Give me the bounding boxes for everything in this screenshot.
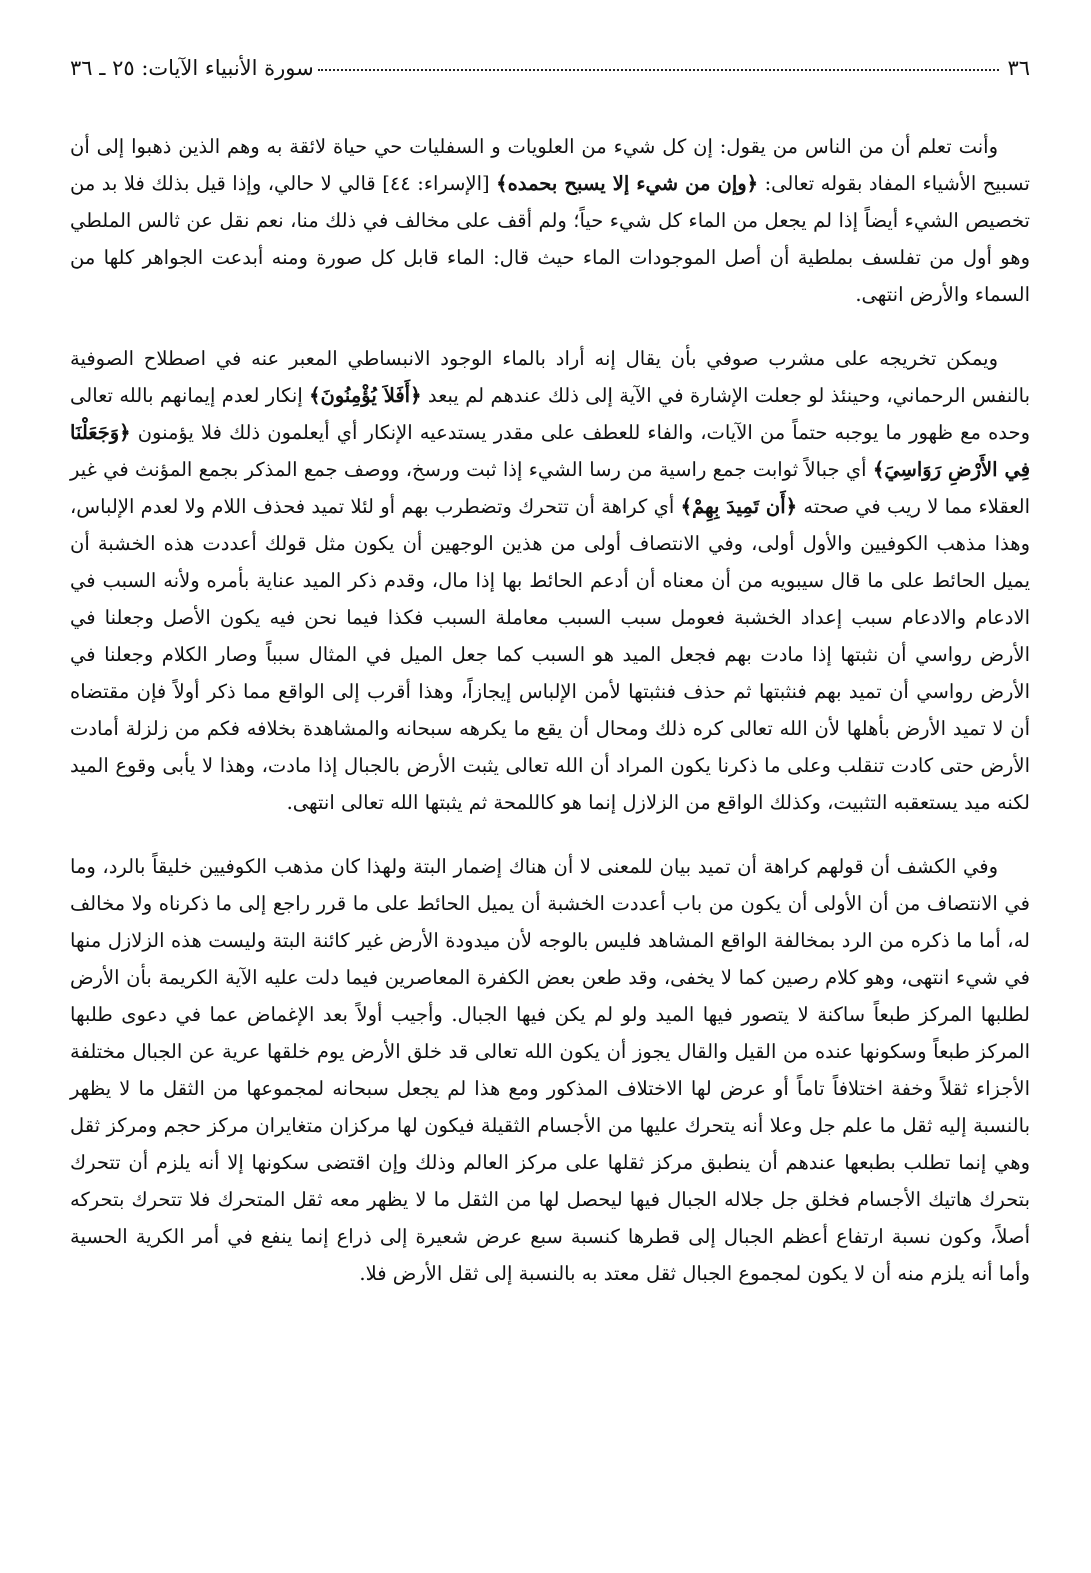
paragraph-text: وفي الكشف أن قولهم كراهة أن تميد بيان للمعنى لا أن هناك إضمار البتة ولهذا كان مذهب الكوفيين خليقاً بالرد، وما في الانتصاف من أن الأولى أن يكون من باب أعددت الخشبة أن يميل الحائط على ما قرر راجع إلى ما ذكرناه ولا مخالف له، أما ما ذكره من الرد بمخالفة الواقع المشاهد فليس بالوجه لأن ميدودة الأرض غير كائنة البتة وليست هذه الزلازل منها في شيء انتهى، وهو كلام رصين كما لا يخفى، وقد طعن بعض الكفرة المعاصرين فيما دلت عليه الآية الكريمة بأن الأرض لطلبها المركز طبعاً ساكنة لا يتصور فيها الميد ولو لم يكن فيها الجبال. وأجيب أولاً بعد الإغماض عما في دعوى طلبها المركز طبعاً وسكونها عنده من القيل والقال يجوز أن يكون الله تعالى قد خلق الأرض يوم خلقها عرية عن الجبال مختلفة الأجزاء ثقلاً وخفة اختلافاً تاماً أو عرض لها الاختلاف المذكور ومع هذا لم يجعل سبحانه لمجموعها من الثقل ما لا يظهر بالنسبة إليه ثقل ما علم جل وعلا أنه يتحرك عليها من الأجسام الثقيلة فيكون لها مركزان متغايران مركز حجم ومركز ثقل وهي إنما تطلب بطبعها عندهم أن ينطبق مركز ثقلها على مركز العالم وذلك وإن اقتضى سكونها إلا أنه يلزم أن تتحرك بتحرك هاتيك الأجسام فخلق جل جلاله الجبال فيها ليحصل لها من الثقل ما لا يظهر معه ثقل المتحرك فلا تتحرك بتحركه أصلاً، وكون نسبة ارتفاع أعظم الجبال إلى قطرها كنسبة سبع عرض شعيرة إلى ذراع إنما ينفع في أمر الكرية الحسية وأما أنه يلزم منه أن لا يكون لمجموع الجبال ثقل معتد به بالنسبة إلى ثقل الأرض فلا. xyxy=(70,855,1030,1285)
paragraph xyxy=(70,848,1030,1292)
paragraph-text: [الإسراء: ٤٤] قالي لا حالي، وإذا قيل بذلك فلا بد من تخصيص الشيء أيضاً إذا لم يجعل من الماء كل شيء حياً؛ ولم أقف على مخالف في ذلك منا، نعم نقل عن ثالس الملطي وهو أول من تفلسف بملطية أن أصل الموجودات الماء حيث قال: الماء قابل كل صورة ومنه أبدعت الجواهر كلها من السماء والأرض انتهى. xyxy=(70,172,1030,306)
paragraph xyxy=(70,340,1030,821)
quran-verse: ﴿أَن تَمِيدَ بِهِمْ﴾ xyxy=(680,495,798,518)
paragraph-text: إنكار لعدم إيمانهم بالله تعالى وحده مع ظهور ما يوجبه حتماً من الآيات، والفاء للعطف على مقدر يستدعيه الإنكار أي أيعلمون ذلك فلا يؤمنون xyxy=(70,384,1030,444)
quran-verse: ﴿وَجَعَلْنَا فِي الأَرْضِ رَوَاسِيَ﴾ xyxy=(70,421,1031,481)
running-title: سورة الأنبياء الآيات: ٢٥ ـ ٣٦ xyxy=(70,56,314,80)
page-number: ٣٦ xyxy=(1007,56,1030,80)
paragraph-text: أي كراهة أن تتحرك وتضطرب بهم أو لئلا تميد فحذف اللام ولا لعدم الإلباس، وهذا مذهب الكوفيين والأول أولى، وفي الانتصاف أولى من هذين الوجهين أن يكون مثل قولك أعددت هذه الخشبة أن يميل الحائط على ما قال سيبويه من أن معناه أن أدعم الحائط بها إذا مال، وقدم ذكر الميد عناية بأمره ولأنه السبب في الادعام والادعام سبب إعداد الخشبة فعومل سبب السبب معاملة السبب فكذا فيما نحن فيه يكون الأصل وجعلنا في الأرض رواسي أن نثبتها إذا مادت بهم فجعل الميد هو السبب كما جعل الميل في المثال سبباً وصار الكلام وجعلنا في الأرض رواسي أن تميد بهم فنثبتها ثم حذف فنثبتها لأمن الإلباس إيجازاً، وهذا أقرب إلى الواقع مما ذكر أولاً فإن مقتضاه أن لا تميد الأرض بأهلها لأن الله تعالى كره ذلك ومحال أن يقع ما يكرهه سبحانه والمشاهدة بخلافه فكم من زلزلة أمادت الأرض حتى كادت تنقلب وعلى ما ذكرنا يكون المراد أن الله تعالى يثبت الأرض بالجبال إذا مادت، وهذا لا يأبى وقوع الميد لكنه ميد يستعقبه التثبيت، وكذلك الواقع من الزلازل إنما هو كاللمحة ثم يثبتها الله تعالى انتهى. xyxy=(70,495,1030,814)
paragraph-text: وأنت تعلم أن من الناس من يقول: إن كل شيء من العلويات و السفليات حي حياة لائقة به وهم الذين ذهبوا إلى أن تسبيح الأشياء المفاد بقوله تعالى: xyxy=(70,135,1030,195)
book-page xyxy=(70,56,1030,1319)
paragraph-text: ويمكن تخريجه على مشرب صوفي بأن يقال إنه أراد بالماء الوجود الانبساطي المعبر عنه في اصطلاح الصوفية بالنفس الرحماني، وحينئذ لو جعلت الإشارة في الآية إلى ذلك عندهم لم يبعد xyxy=(70,347,1030,407)
quran-verse: ﴿أَفَلاَ يُؤْمِنُونَ﴾ xyxy=(309,384,422,407)
body-text xyxy=(70,128,1030,1292)
paragraph xyxy=(70,128,1030,313)
page-header xyxy=(70,56,1030,100)
dotted-leader xyxy=(318,69,1000,71)
paragraph-text: أي جبالاً ثوابت جمع راسية من رسا الشيء إذا ثبت ورسخ، ووصف جمع المذكر بجمع المؤنث في غير العقلاء مما لا ريب في صحته xyxy=(70,458,1030,518)
quran-verse: ﴿وإن من شيء إلا يسبح بحمده﴾ xyxy=(496,172,759,195)
